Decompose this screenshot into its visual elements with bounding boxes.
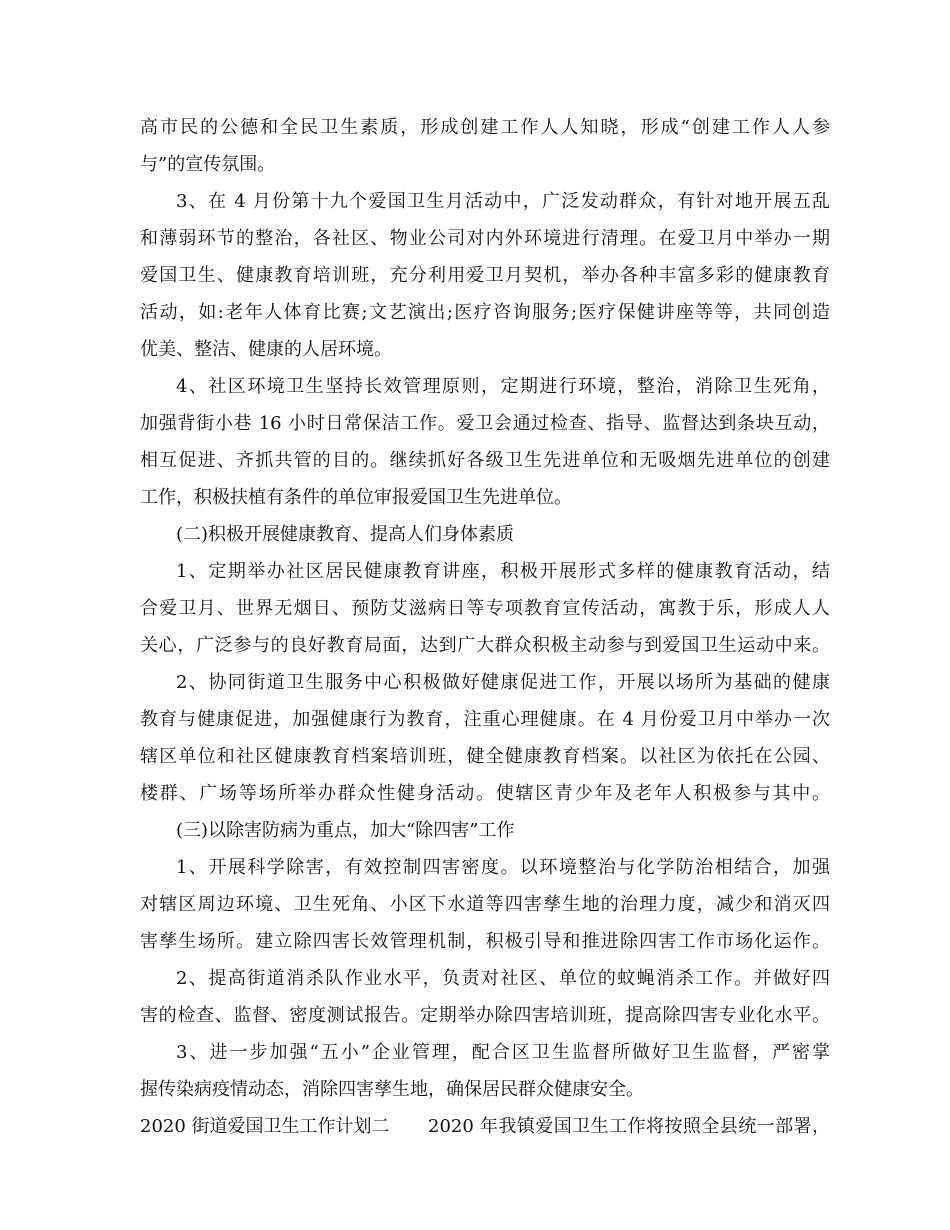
section-heading: (三)以除害防病为重点，加大“除四害”工作 (176, 820, 515, 841)
text-line: 握传染病疫情动态，消除四害孳生地，确保居民群众健康安全。 (140, 1079, 644, 1100)
plan-title: 2020 街道爱国卫生工作计划二 (140, 1116, 390, 1137)
text-line: 合爱卫月、世界无烟日、预防艾滋病日等专项教育宣传活动，寓教于乐，形成人人 (140, 598, 830, 619)
text-line: 优美、整洁、健康的人居环境。 (140, 339, 392, 360)
text-line: 2、协同街道卫生服务中心积极做好健康促进工作，开展以场所为基础的健康 (176, 672, 830, 693)
plan-opening-text: 2020 年我镇爱国卫生工作将按照全县统一部署， (428, 1116, 830, 1137)
text-line: 工作，积极扶植有条件的单位审报爱国卫生先进单位。 (140, 487, 572, 508)
text-line: 1、定期举办社区居民健康教育讲座，积极开展形式多样的健康教育活动，结 (176, 561, 830, 582)
text-line: 3、在 4 月份第十九个爱国卫生月活动中，广泛发动群众，有针对地开展五乱 (176, 191, 830, 212)
closing-row (140, 1115, 830, 1139)
text-line: 关心，广泛参与的良好教育局面，达到广大群众积极主动参与到爱国卫生运动中来。 (140, 635, 830, 656)
text-line: 高市民的公德和全民卫生素质，形成创建工作人人知晓，形成“创建工作人人参 (140, 117, 830, 138)
text-line: 2、提高街道消杀队作业水平，负责对社区、单位的蚊蝇消杀工作。并做好四 (176, 968, 830, 989)
text-line: 1、开展科学除害，有效控制四害密度。以环境整治与化学防治相结合，加强 (176, 857, 830, 878)
text-line: 害孳生场所。建立除四害长效管理机制，积极引导和推进除四害工作市场化运作。 (140, 931, 830, 952)
text-line: 4、社区环境卫生坚持长效管理原则，定期进行环境，整治，消除卫生死角， (176, 376, 830, 397)
text-line: 楼群、广场等场所举办群众性健身活动。使辖区青少年及老年人积极参与其中。 (140, 783, 830, 804)
text-line: 加强背街小巷 16 小时日常保洁工作。爱卫会通过检查、指导、监督达到条块互动， (140, 413, 830, 434)
text-line: 害的检查、监督、密度测试报告。定期举办除四害培训班，提高除四害专业化水平。 (140, 1005, 830, 1026)
text-line: 与”的宣传氛围。 (140, 154, 276, 175)
section-heading: (二)积极开展健康教育、提高人们身体素质 (176, 524, 515, 545)
text-line: 辖区单位和社区健康教育档案培训班，健全健康教育档案。以社区为依托在公园、 (140, 746, 830, 767)
text-line: 和薄弱环节的整治，各社区、物业公司对内外环境进行清理。在爱卫月中举办一期 (140, 228, 830, 249)
text-line: 教育与健康促进，加强健康行为教育，注重心理健康。在 4 月份爱卫月中举办一次 (140, 709, 830, 730)
text-line: 活动，如:老年人体育比赛;文艺演出;医疗咨询服务;医疗保健讲座等等，共同创造 (140, 302, 830, 323)
text-line: 相互促进、齐抓共管的目的。继续抓好各级卫生先进单位和无吸烟先进单位的创建 (140, 450, 830, 471)
text-line: 3、进一步加强“五小”企业管理，配合区卫生监督所做好卫生监督，严密掌 (176, 1042, 830, 1063)
text-line: 对辖区周边环境、卫生死角、小区下水道等四害孳生地的治理力度，减少和消灭四 (140, 894, 830, 915)
text-line: 爱国卫生、健康教育培训班，充分利用爱卫月契机，举办各种丰富多彩的健康教育 (140, 265, 830, 286)
